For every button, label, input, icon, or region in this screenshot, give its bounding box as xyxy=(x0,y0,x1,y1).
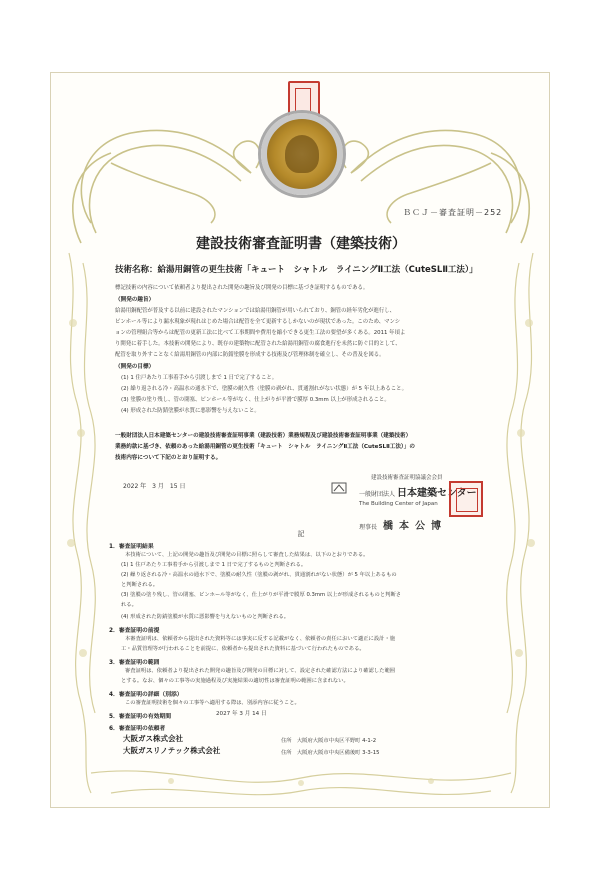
intro-text: 標記技術の内容について依頼者より提出された開発の趣旨及び開発の目標に基づき証明するものである。 xyxy=(115,285,369,291)
issuer-title: 理事長 xyxy=(359,524,378,531)
validity-heading: 5．審査証明の有効期間 xyxy=(109,714,172,720)
certificate-number: ＢＣＪ－審査証明－252 xyxy=(403,208,503,217)
section-line: 審査証明は、依頼者より提出された開発の趣旨及び開発の目標に対して、設定された確認方法により確認した範囲 xyxy=(125,668,396,674)
goal-item: (3) 塗膜の塗り残し、管の閉塞、ピンホール等がなく、仕上がりが平滑で膜厚 0.3mm 以上が形成されること。 xyxy=(121,397,390,403)
section-heading: 1．審査証明結果 xyxy=(109,544,154,550)
applicant-heading: 6．審査証明の依頼者 xyxy=(109,726,166,732)
issuer-org-name: 日本建築センター xyxy=(397,488,477,499)
section-line: (1) 1 住戸あたり工事着手から引渡しまで 1 日で完了するものと判断される。 xyxy=(121,562,307,568)
goal-heading: （開発の目標） xyxy=(115,364,155,370)
statement-line: 業務約款に基づき、依頼のあった給湯用銅管の更生技術「キュート シャトル ライニングⅡ工法（CuteSLⅡ工法）」の xyxy=(115,444,415,450)
technology-name: 技術名称：給湯用銅管の更生技術「キュート シャトル ライニングⅡ工法（CuteSLⅡ工法）」 xyxy=(115,265,478,275)
applicant-name: 大阪ガス株式会社 xyxy=(123,734,183,743)
issuer-corp-prefix: 一般財団法人 xyxy=(359,491,396,498)
issuer-committee: 建設技術審査証明協議会会員 xyxy=(371,475,443,481)
purpose-line: 給湯用銅配管が普及する以前に建設されたマンションでは給湯用銅管が用いられており、銅管の経年劣化が進行し、 xyxy=(115,308,396,314)
section-line: と判断される。 xyxy=(121,582,159,588)
section-line: (4) 形成された防錆塗膜が水質に悪影響を与えないものと判断される。 xyxy=(121,614,290,620)
applicant-address: 住所 大阪府大阪市中央区備後町 3-3-15 xyxy=(281,750,380,756)
section-line: 工・品質管理等が行われることを前提に、依頼者から提出された資料に基づいて行われたものである。 xyxy=(121,646,365,652)
purpose-heading: （開発の趣旨） xyxy=(115,297,155,303)
section-heading: 3．審査証明の範囲 xyxy=(109,660,160,666)
issuer-org-english: The Building Center of Japan xyxy=(359,501,438,507)
section-line: 本審査証明は、依頼者から提出された資料等には事実に反する記載がなく、依頼者の責任において適正に設計・施 xyxy=(125,636,396,642)
goal-item: (4) 形成された防錆塗膜が水質に悪影響を与えないこと。 xyxy=(121,408,260,414)
purpose-line: り開発に着手した。本技術の開発により、既存の建築物に配管された給湯用銅管の腐食進行を未然に防ぐ目的として、 xyxy=(115,341,401,347)
purpose-line: 配管を取り外すことなく給湯用銅管の内部に防錆塗膜を形成する技術及び管理体制を確立し、その普及を図る。 xyxy=(115,352,385,358)
statement-line: 一般財団法人日本建築センターの建設技術審査証明事業（建設技術）業務規程及び建設技術審査証明事業（建築技術） xyxy=(115,433,412,439)
section-line: 本技術について、上記の開発の趣旨及び開発の目標に照らして審査した結果は、以下のとおりである。 xyxy=(125,552,369,558)
goal-item: (2) 繰り返される冷・高温水の通水下で、塗膜の耐久性（塗膜の剥がれ、貫通割れがない状態）が 5 年以上あること。 xyxy=(121,386,407,392)
section-line: (2) 繰り返される冷・高温水の通水下で、塗膜の耐久性（塗膜の剥がれ、貫通割れがない状態）が 5 年以上あるもの xyxy=(121,572,397,578)
issuer-signer-name: 橋本公博 xyxy=(383,521,448,532)
certificate-page xyxy=(50,72,550,808)
purpose-line: ョンの管理組合等からは配管の更新工法に比べて工事期間や費用を縮小できる更生工法の要望が多くある。2011 年頃よ xyxy=(115,330,406,336)
official-seal-stamp xyxy=(449,481,483,517)
section-line: れる。 xyxy=(121,602,137,608)
ki-mark: 記 xyxy=(297,530,305,538)
certification-medal xyxy=(261,113,343,195)
applicant-address: 住所 大阪府大阪市中央区平野町 4-1-2 xyxy=(281,738,377,744)
validity-value: 2027 年 3 月 14 日 xyxy=(216,711,267,717)
section-line: とする。なお、個々の工事等の実施過程及び実施結果の適切性は審査証明の範囲に含まれない。 xyxy=(121,678,349,684)
goal-item: (1) 1 住戸あたり工事着手から引渡しまで 1 日で完了すること。 xyxy=(121,375,278,381)
bcj-logo-icon xyxy=(331,482,347,494)
section-line: この審査証明技術を個々の工事等へ適用する際は、別添内容に従うこと。 xyxy=(125,700,300,706)
section-heading: 2．審査証明の前提 xyxy=(109,628,160,634)
purpose-line: ピンホール等により漏水現象が現れはじめた場合は配管を全て更新するしかないのが現状であった。このため、マンシ xyxy=(115,319,401,325)
issue-date: 2022 年 3 月 15 日 xyxy=(123,483,186,490)
certificate-title: 建設技術審査証明書（建築技術） xyxy=(196,236,406,252)
section-heading: 4．審査証明の詳細（別添） xyxy=(109,692,183,698)
applicant-name: 大阪ガスリノテック株式会社 xyxy=(123,746,221,755)
issuer-block xyxy=(359,473,509,532)
section-line: (3) 塗膜の塗り残し、管の閉塞、ピンホール等がなく、仕上がりが平滑で膜厚 0.3mm 以上が形成されるものと判断さ xyxy=(121,592,402,598)
statement-line: 技術内容について下記のとおり証明する。 xyxy=(115,455,222,461)
